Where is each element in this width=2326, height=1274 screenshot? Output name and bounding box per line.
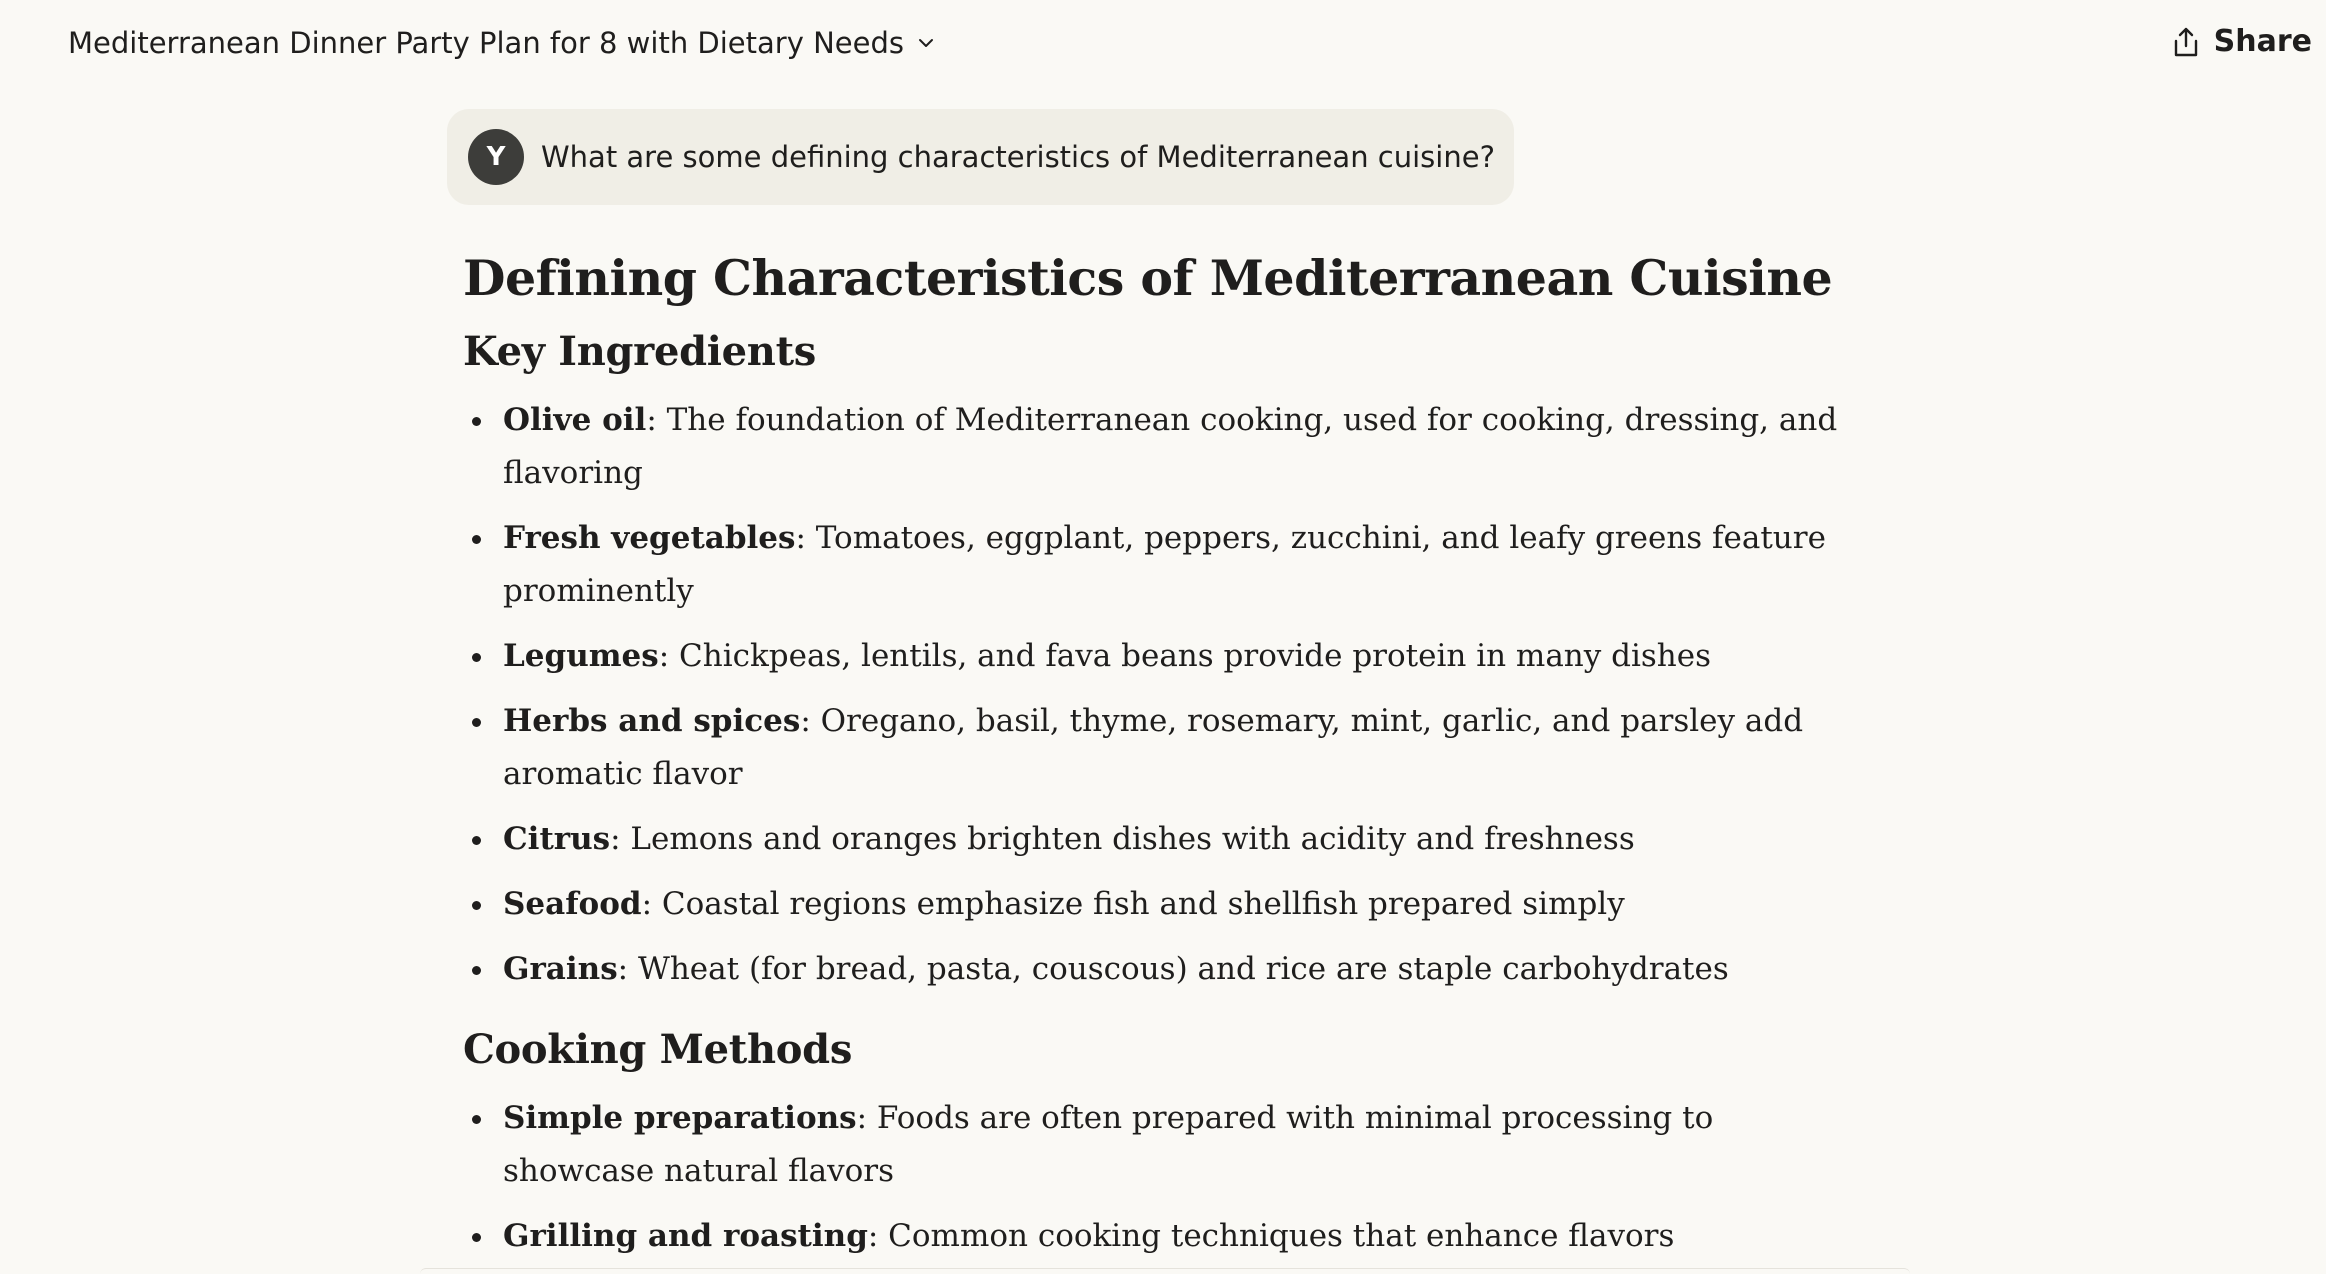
share-icon: [2172, 26, 2200, 58]
section-heading-cooking-methods: Cooking Methods: [463, 1026, 853, 1073]
avatar: Y: [468, 129, 524, 185]
list-item-term: Herbs and spices: [503, 703, 801, 739]
section-heading-key-ingredients: Key Ingredients: [463, 328, 816, 375]
list-item: [463, 943, 1863, 996]
list-item-desc: : Coastal regions emphasize fish and shellfish prepared simply: [641, 886, 1625, 922]
list-item-desc: : Oregano, basil, thyme, rosemary, mint, garlic, and parsley add aromatic flavor: [503, 703, 1804, 792]
list-item-term: Seafood: [503, 886, 642, 922]
chat-title-menu[interactable]: [68, 26, 936, 60]
list-item-term: Olive oil: [503, 402, 647, 438]
list-item-desc: : Tomatoes, eggplant, peppers, zucchini, and leafy greens feature prominently: [503, 520, 1826, 609]
list-item: [463, 695, 1863, 801]
chat-title: Mediterranean Dinner Party Plan for 8 with Dietary Needs: [68, 26, 904, 60]
list-item-desc: : Lemons and oranges brighten dishes with acidity and freshness: [610, 821, 1635, 857]
list-item: [463, 1210, 1863, 1263]
list-item: [463, 878, 1863, 931]
user-message-text: What are some defining characteristics of Mediterranean cuisine?: [541, 140, 1495, 174]
list-item-term: Grilling and roasting: [503, 1218, 868, 1254]
list-item-term: Citrus: [503, 821, 611, 857]
response-title: Defining Characteristics of Mediterranean Cuisine: [463, 249, 1833, 307]
list-item: [463, 1092, 1863, 1198]
list-item-term: Fresh vegetables: [503, 520, 796, 556]
key-ingredients-list: [463, 394, 1863, 996]
list-item-term: Legumes: [503, 638, 659, 674]
list-item-term: Simple preparations: [503, 1100, 857, 1136]
list-item-desc: : The foundation of Mediterranean cooking, used for cooking, dressing, and flavoring: [503, 402, 1838, 491]
list-item: [463, 630, 1863, 683]
list-item-desc: : Foods are often prepared with minimal processing to showcase natural flavors: [503, 1100, 1714, 1189]
list-item: [463, 813, 1863, 866]
list-item-desc: : Chickpeas, lentils, and fava beans provide protein in many dishes: [658, 638, 1712, 674]
chevron-down-icon: [916, 33, 936, 53]
user-message: [447, 109, 1514, 205]
list-item-desc: : Common cooking techniques that enhance flavors: [867, 1218, 1675, 1254]
list-item: [463, 394, 1863, 500]
input-area-edge: [420, 1268, 1910, 1274]
cooking-methods-list: [463, 1092, 1863, 1263]
top-bar: [0, 0, 2326, 90]
list-item-term: Grains: [503, 951, 618, 987]
list-item-desc: : Wheat (for bread, pasta, couscous) and rice are staple carbohydrates: [617, 951, 1729, 987]
assistant-response: [463, 240, 1863, 1274]
list-item: [463, 512, 1863, 618]
share-label: Share: [2213, 24, 2312, 59]
share-button[interactable]: [2172, 24, 2312, 59]
